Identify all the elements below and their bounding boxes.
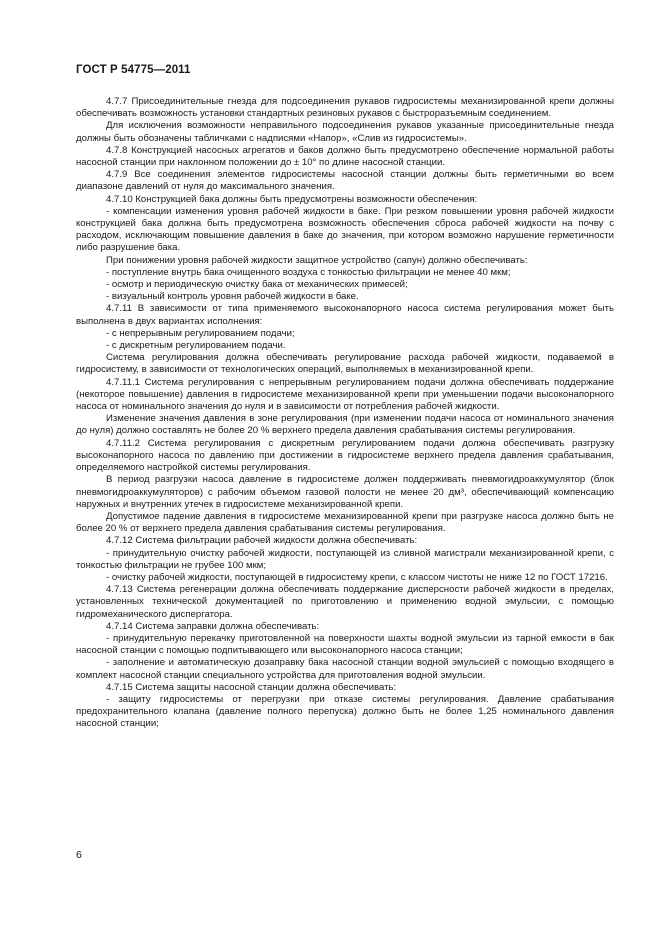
- paragraph: 4.7.8 Конструкцией насосных агрегатов и баков должно быть предусмотрено обеспечение нормальной работы насосной станции при наклонном положении до ± 10° по длине насосной станции.: [76, 144, 614, 169]
- paragraph: При понижении уровня рабочей жидкости защитное устройство (сапун) должно обеспечивать:: [106, 254, 528, 266]
- paragraph: Изменение значения давления в зоне регулирования (при изменении подачи насоса от номинального значения до нуля) должно составлять не более 20 % верхнего предела давления срабатывания системы регулирования.: [76, 413, 614, 437]
- list-item: - осмотр и периодическую очистку бака от механических примесей;: [106, 279, 408, 291]
- list-item: - очистку рабочей жидкости, поступающей в гидросистему крепи, с классом чистоты не ниже 12 по ГОСТ 17216.: [106, 571, 608, 583]
- paragraph: Для исключения возможности неправильного подсоединения рукавов указанные присоединительные гнезда должны быть обозначены табличками с надписями «Напор», «Слив из гидросистемы».: [76, 120, 614, 144]
- paragraph: 4.7.7 Присоединительные гнезда для подсоединения рукавов гидросистемы механизированной крепи должны обеспечивать возможность установки стандартных резиновых рукавов с быстроразъемным соединением.: [76, 96, 614, 120]
- list-item: - поступление внутрь бака очищенного воздуха с тонкостью фильтрации не менее 40 мкм;: [106, 266, 511, 278]
- paragraph: 4.7.11.2 Система регулирования с дискретным регулированием подачи должна обеспечивать разгрузку высоконапорного насоса по давлению при достижении в гидросистеме верхнего предела давления срабатывания, определяемого настройкой системы регулирования.: [76, 437, 614, 474]
- paragraph: 4.7.13 Система регенерации должна обеспечивать поддержание дисперсности рабочей жидкости в пределах, установленных технической документацией по приготовлению и применению водной эмульсии, с помощью гидромеханического диспергатора.: [76, 584, 614, 620]
- list-item: - принудительную перекачку приготовленной на поверхности шахты водной эмульсии из тарной емкости в бак насосной станции с помощью подпитывающего или высоконапорного насоса станции;: [76, 632, 614, 657]
- paragraph: В период разгрузки насоса давление в гидросистеме должен поддерживать пневмогидроаккумулятор (блок пневмогидроаккумуляторов) с рабочим объемом газовой полости не менее 20 дм³, обеспечивающий компенсацию наружных и внутренних утечек в гидросистеме механизированной крепи.: [76, 474, 614, 510]
- paragraph: 4.7.11 В зависимости от типа применяемого высоконапорного насоса система регулирования может быть выполнена в двух вариантах исполнения:: [76, 303, 614, 327]
- standard-header: ГОСТ Р 54775—2011: [76, 64, 191, 76]
- paragraph: Допустимое падение давления в гидросистеме механизированной крепи при разгрузке насоса должно быть не более 20 % от верхнего предела давления срабатывания системы регулирования.: [76, 510, 614, 535]
- list-item: - с непрерывным регулированием подачи;: [106, 327, 295, 339]
- paragraph: 4.7.14 Система заправки должна обеспечивать:: [106, 620, 320, 632]
- list-item: - защиту гидросистемы от перегрузки при отказе системы регулирования. Давление срабатывания предохранительного клапана (давление полного перепуска) должно быть не более 1,25 номинального давления насосной станции;: [76, 693, 614, 730]
- paragraph: 4.7.12 Система фильтрации рабочей жидкости должна обеспечивать:: [106, 535, 418, 547]
- paragraph: 4.7.10 Конструкцией бака должны быть предусмотрены возможности обеспечения:: [106, 193, 478, 205]
- list-item: - заполнение и автоматическую дозаправку бака насосной станции водной эмульсией с помощью входящего в комплект насосной станции специального устройства для приготовления водной эмульсии.: [76, 657, 614, 681]
- paragraph: 4.7.15 Система защиты насосной станции должна обеспечивать:: [106, 681, 397, 693]
- list-item: - с дискретным регулированием подачи.: [106, 340, 286, 352]
- list-item: - компенсации изменения уровня рабочей жидкости в баке. При резком повышении уровня рабочей жидкости конструкцией бака должна быть предусмотрена возможность обеспечения сброса рабочей жидкости на почву с расходом, исключающим повышение давления в баке до значения, при котором возможно нарушение герметичности либо разрушение бака.: [76, 205, 614, 254]
- page-number: 6: [76, 849, 82, 861]
- document-body: [76, 96, 614, 731]
- paragraph: Система регулирования должна обеспечивать регулирование расхода рабочей жидкости, подаваемой в гидросистему, в зависимости от технологических операций, выполняемых в механизированной крепи.: [76, 352, 614, 376]
- paragraph: 4.7.9 Все соединения элементов гидросистемы насосной станции должны быть герметичными во всем диапазоне давлений от нуля до максимального значения.: [76, 169, 614, 193]
- paragraph: 4.7.11.1 Система регулирования с непрерывным регулированием подачи должна обеспечивать поддержание (некоторое повышение) давления в гидросистеме механизированной крепи при уменьшении подачи высоконапорного насоса от номинального значения до нуля и в зависимости от потребления рабочей жидкости.: [76, 376, 614, 413]
- list-item: - визуальный контроль уровня рабочей жидкости в баке.: [106, 291, 359, 303]
- list-item: - принудительную очистку рабочей жидкости, поступающей из сливной магистрали механизированной крепи, с тонкостью фильтрации не грубее 100 мкм;: [76, 547, 614, 571]
